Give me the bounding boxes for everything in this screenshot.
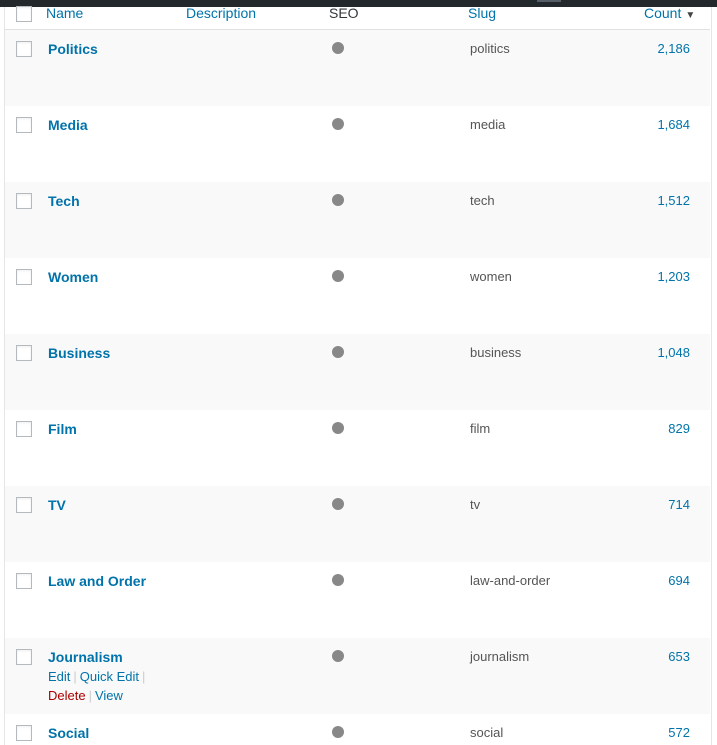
term-slug: tech — [470, 193, 495, 208]
term-name-link[interactable]: Women — [48, 269, 99, 285]
term-slug: journalism — [470, 649, 530, 664]
row-checkbox[interactable] — [16, 573, 32, 589]
edit-link[interactable]: Edit — [48, 669, 71, 684]
action-separator: | — [88, 688, 92, 703]
table-row — [5, 486, 710, 562]
seo-status-icon — [332, 118, 344, 130]
term-slug: business — [470, 345, 522, 360]
term-slug: media — [470, 117, 506, 132]
term-slug: film — [470, 421, 491, 436]
row-checkbox[interactable] — [16, 269, 32, 285]
row-checkbox[interactable] — [16, 725, 32, 741]
seo-status-icon — [332, 270, 344, 282]
term-count-link[interactable]: 2,186 — [657, 41, 690, 56]
table-row — [5, 334, 710, 410]
table-row — [5, 106, 710, 182]
seo-status-icon — [332, 650, 344, 662]
term-slug: tv — [470, 497, 481, 512]
term-count-link[interactable]: 1,512 — [657, 193, 690, 208]
seo-status-icon — [332, 346, 344, 358]
term-count-link[interactable]: 694 — [668, 573, 690, 588]
table-row — [5, 562, 710, 638]
sort-desc-icon: ▼ — [685, 10, 696, 21]
row-checkbox[interactable] — [16, 193, 32, 209]
seo-status-icon — [332, 194, 344, 206]
quick-edit-link[interactable]: Quick Edit — [79, 669, 140, 684]
row-checkbox[interactable] — [16, 41, 32, 57]
delete-link[interactable]: Delete — [48, 688, 86, 703]
row-checkbox[interactable] — [16, 497, 32, 513]
column-header-count[interactable] — [644, 5, 695, 21]
term-slug: politics — [470, 41, 510, 56]
toolbar-handle — [537, 0, 561, 2]
view-link[interactable]: View — [94, 688, 123, 703]
action-separator: | — [73, 669, 77, 684]
seo-status-icon — [332, 42, 344, 54]
table-row — [5, 258, 710, 334]
table-header — [5, 7, 710, 30]
column-header-name[interactable]: Name — [46, 5, 84, 21]
term-name-link[interactable]: Tech — [48, 193, 80, 209]
row-actions-secondary — [48, 688, 123, 703]
table-row — [5, 714, 710, 745]
term-name-link[interactable]: Politics — [48, 41, 98, 57]
seo-status-icon — [332, 498, 344, 510]
term-name-link[interactable]: Film — [48, 421, 77, 437]
table-row — [5, 30, 710, 106]
term-count-link[interactable]: 1,048 — [657, 345, 690, 360]
term-count-link[interactable]: 829 — [668, 421, 690, 436]
term-name-link[interactable]: Law and Order — [48, 573, 147, 589]
row-checkbox[interactable] — [16, 345, 32, 361]
column-header-description[interactable]: Description — [186, 5, 257, 21]
column-header-slug[interactable]: Slug — [468, 5, 497, 21]
term-count-link[interactable]: 1,684 — [657, 117, 690, 132]
seo-status-icon — [332, 574, 344, 586]
term-slug: women — [470, 269, 512, 284]
term-name-link[interactable]: Business — [48, 345, 111, 361]
term-count-link[interactable]: 1,203 — [657, 269, 690, 284]
table-row — [5, 182, 710, 258]
row-checkbox[interactable] — [16, 421, 32, 437]
row-checkbox[interactable] — [16, 117, 32, 133]
table-row — [5, 638, 710, 714]
select-all-checkbox[interactable] — [16, 6, 32, 22]
table-row — [5, 410, 710, 486]
term-slug: social — [470, 725, 504, 740]
row-checkbox[interactable] — [16, 649, 32, 665]
seo-status-icon — [332, 726, 344, 738]
action-separator: | — [142, 669, 146, 684]
term-count-link[interactable]: 653 — [668, 649, 690, 664]
column-header-count-label: Count — [644, 5, 682, 21]
term-name-link[interactable]: TV — [48, 497, 66, 513]
row-actions-primary — [48, 669, 148, 684]
seo-status-icon — [332, 422, 344, 434]
term-slug: law-and-order — [470, 573, 551, 588]
term-count-link[interactable]: 714 — [668, 497, 690, 512]
term-name-link[interactable]: Journalism — [48, 649, 123, 665]
term-name-link[interactable]: Media — [48, 117, 88, 133]
column-header-seo: SEO — [329, 5, 359, 21]
term-name-link[interactable]: Social — [48, 725, 90, 741]
term-count-link[interactable]: 572 — [668, 725, 690, 740]
